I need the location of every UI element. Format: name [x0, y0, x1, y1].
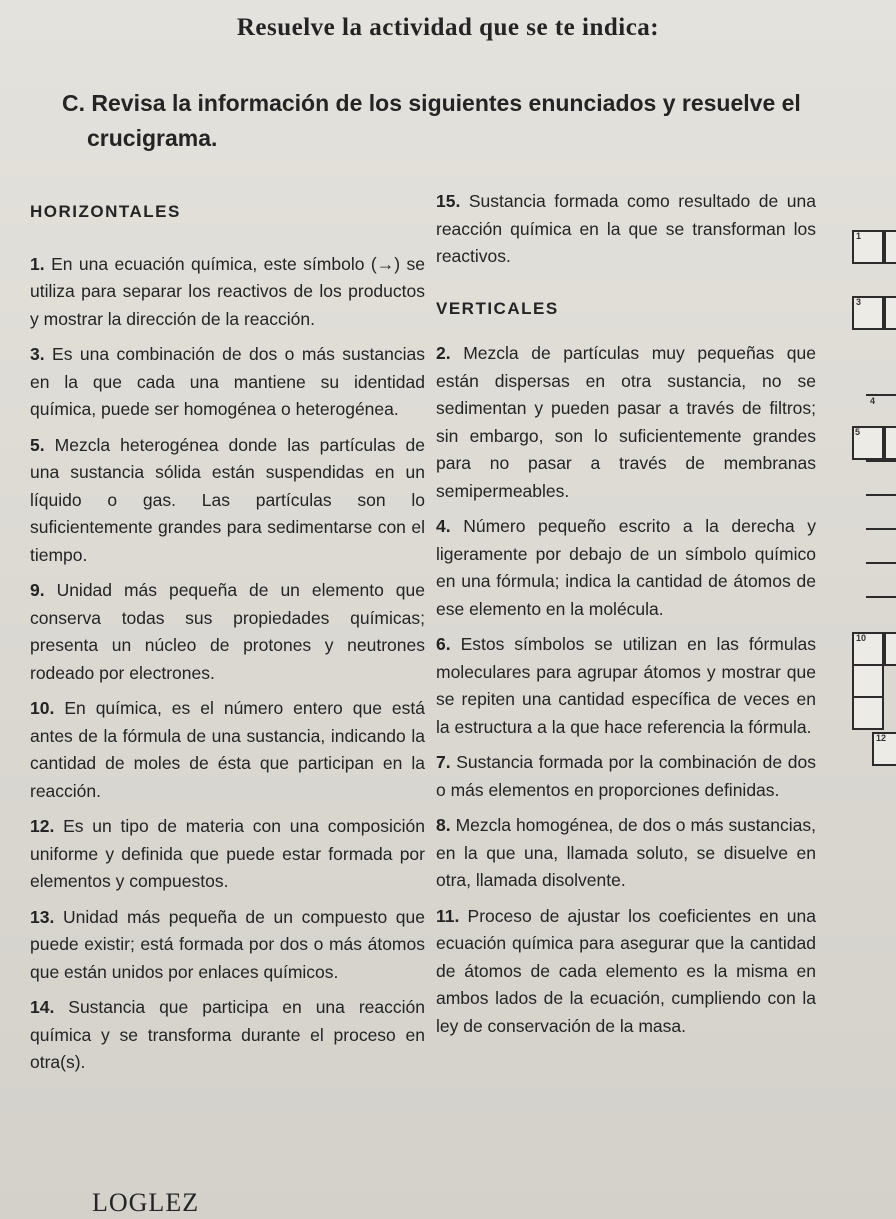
crossword-number: 10: [856, 633, 867, 643]
clue-number: 6.: [436, 634, 451, 654]
clue-number: 1.: [30, 253, 45, 274]
clue-v7: [436, 749, 816, 804]
horizontales-heading: HORIZONTALES: [30, 202, 181, 221]
page-title: Resuelve la actividad que se te indica:: [236, 14, 660, 41]
clue-h9: [30, 577, 425, 687]
crossword-cell[interactable]: [884, 296, 896, 330]
clue-text: Sustancia formada como resultado de una reacción química en la que se transforman los reactivos.: [436, 191, 816, 266]
crossword-cell[interactable]: [884, 426, 896, 460]
crossword-cell[interactable]: [884, 632, 896, 666]
clue-h5: [30, 432, 425, 570]
clue-text: Sustancia que participa en una reacción química y se transforma durante el proceso en otra(s).: [30, 997, 425, 1072]
clue-text: Sustancia formada por la combinación de dos o más elementos en proporciones definidas.: [436, 752, 816, 800]
crossword-cell-edge: [866, 562, 896, 564]
right-column-clues: [436, 188, 816, 1040]
clue-h15: [436, 188, 816, 271]
clue-h3: [30, 341, 425, 424]
instruction-line-1: C. Revisa la información de los siguientes enunciados y resuelve el: [62, 90, 801, 116]
clue-number: 13.: [30, 906, 55, 927]
clue-v2: [436, 340, 816, 505]
clue-text: En una ecuación química, este símbolo (→) se utiliza para separar los reactivos de los productos y mostrar la dirección de la reacción.: [30, 253, 425, 329]
clue-h13: [30, 904, 425, 987]
verticales-heading: VERTICALES: [436, 298, 559, 318]
clue-h14: [30, 994, 425, 1077]
clue-number: 11.: [436, 905, 460, 926]
clue-v11: [436, 903, 816, 1041]
crossword-cell-edge: [866, 596, 896, 598]
clue-number: 14.: [30, 997, 55, 1017]
clue-text: Unidad más pequeña de un compuesto que puede existir; está formada por dos o más átomos que están unidos por enlaces químicos.: [30, 906, 425, 982]
clue-text: Mezcla heterogénea donde las partículas de una sustancia sólida están suspendidas en un líquido o gas. Las partículas son lo suficientemente grandes para sedimentarse con el tiempo.: [30, 434, 425, 565]
crossword-number: 12: [876, 733, 887, 743]
clue-number: 2.: [436, 343, 451, 363]
clue-text: Estos símbolos se utilizan en las fórmulas moleculares para agrupar átomos y mostrar que se repiten una cantidad específica de veces en la estructura a la que hace referencia la fórmula.: [436, 634, 816, 737]
crossword-cell[interactable]: [884, 230, 896, 264]
clue-v4: [436, 513, 816, 623]
crossword-number: 3: [856, 297, 862, 307]
horizontal-clues: [30, 198, 425, 1077]
clue-h12: [30, 813, 425, 896]
footer-brand: LOGLEZ: [92, 1188, 200, 1217]
clue-number: 7.: [436, 752, 451, 772]
clue-number: 10.: [30, 698, 55, 718]
crossword-number: 5: [855, 427, 861, 437]
clue-v6: [436, 631, 816, 741]
clue-text: Es un tipo de materia con una composición uniforme y definida que puede estar formada por elementos y compuestos.: [30, 816, 425, 891]
clue-number: 9.: [30, 580, 45, 600]
clue-text: Proceso de ajustar los coeficientes en una ecuación química para asegurar que la cantidad de átomos de cada elemento es la misma en ambos lados de la ecuación, cumpliendo con la ley de conservación de la masa.: [436, 905, 816, 1036]
crossword-cell-edge: [866, 460, 896, 462]
clue-text: Mezcla de partículas muy pequeñas que están dispersas en otra sustancia, no se sedimentan y pueden pasar a través de filtros; sin embargo, son lo suficientemente grandes para no pasar a través de membranas semipermeables.: [436, 343, 816, 501]
clue-v8: [436, 812, 816, 895]
crossword-cell-edge: [866, 394, 896, 396]
clue-h10: [30, 695, 425, 805]
clue-number: 3.: [30, 344, 45, 364]
clue-number: 12.: [30, 816, 55, 836]
crossword-number: 4: [870, 396, 876, 406]
clue-text: Mezcla homogénea, de dos o más sustancias, en la que una, llamada soluto, se disuelve en otra, llamada disolvente.: [436, 815, 816, 890]
instructions: [62, 86, 842, 156]
clue-number: 8.: [436, 815, 451, 835]
clue-number: 4.: [436, 516, 451, 536]
crossword-cell-edge: [866, 528, 896, 530]
instruction-line-2: crucigrama.: [87, 125, 218, 151]
clue-h1: [30, 251, 425, 334]
clue-text: Es una combinación de dos o más sustancias en la que cada una mantiene su identidad química, puede ser homogénea o heterogénea.: [30, 344, 425, 419]
clue-number: 5.: [30, 434, 45, 455]
crossword-cell-edge: [866, 494, 896, 496]
crossword-cell[interactable]: [852, 664, 884, 698]
crossword-number: 1: [856, 231, 862, 241]
crossword-cell[interactable]: [852, 696, 884, 730]
clue-text: Unidad más pequeña de un elemento que conserva todas sus propiedades químicas; presenta un núcleo de protones y neutrones rodeado por electrones.: [30, 580, 425, 683]
clue-text: En química, es el número entero que está antes de la fórmula de una sustancia, indicando la cantidad de moles de ésta que participan en la reacción.: [30, 698, 425, 801]
clue-text: Número pequeño escrito a la derecha y ligeramente por debajo de un símbolo químico en una fórmula; indica la cantidad de átomos de ese elemento en la molécula.: [436, 516, 816, 619]
clue-number: 15.: [436, 191, 461, 211]
